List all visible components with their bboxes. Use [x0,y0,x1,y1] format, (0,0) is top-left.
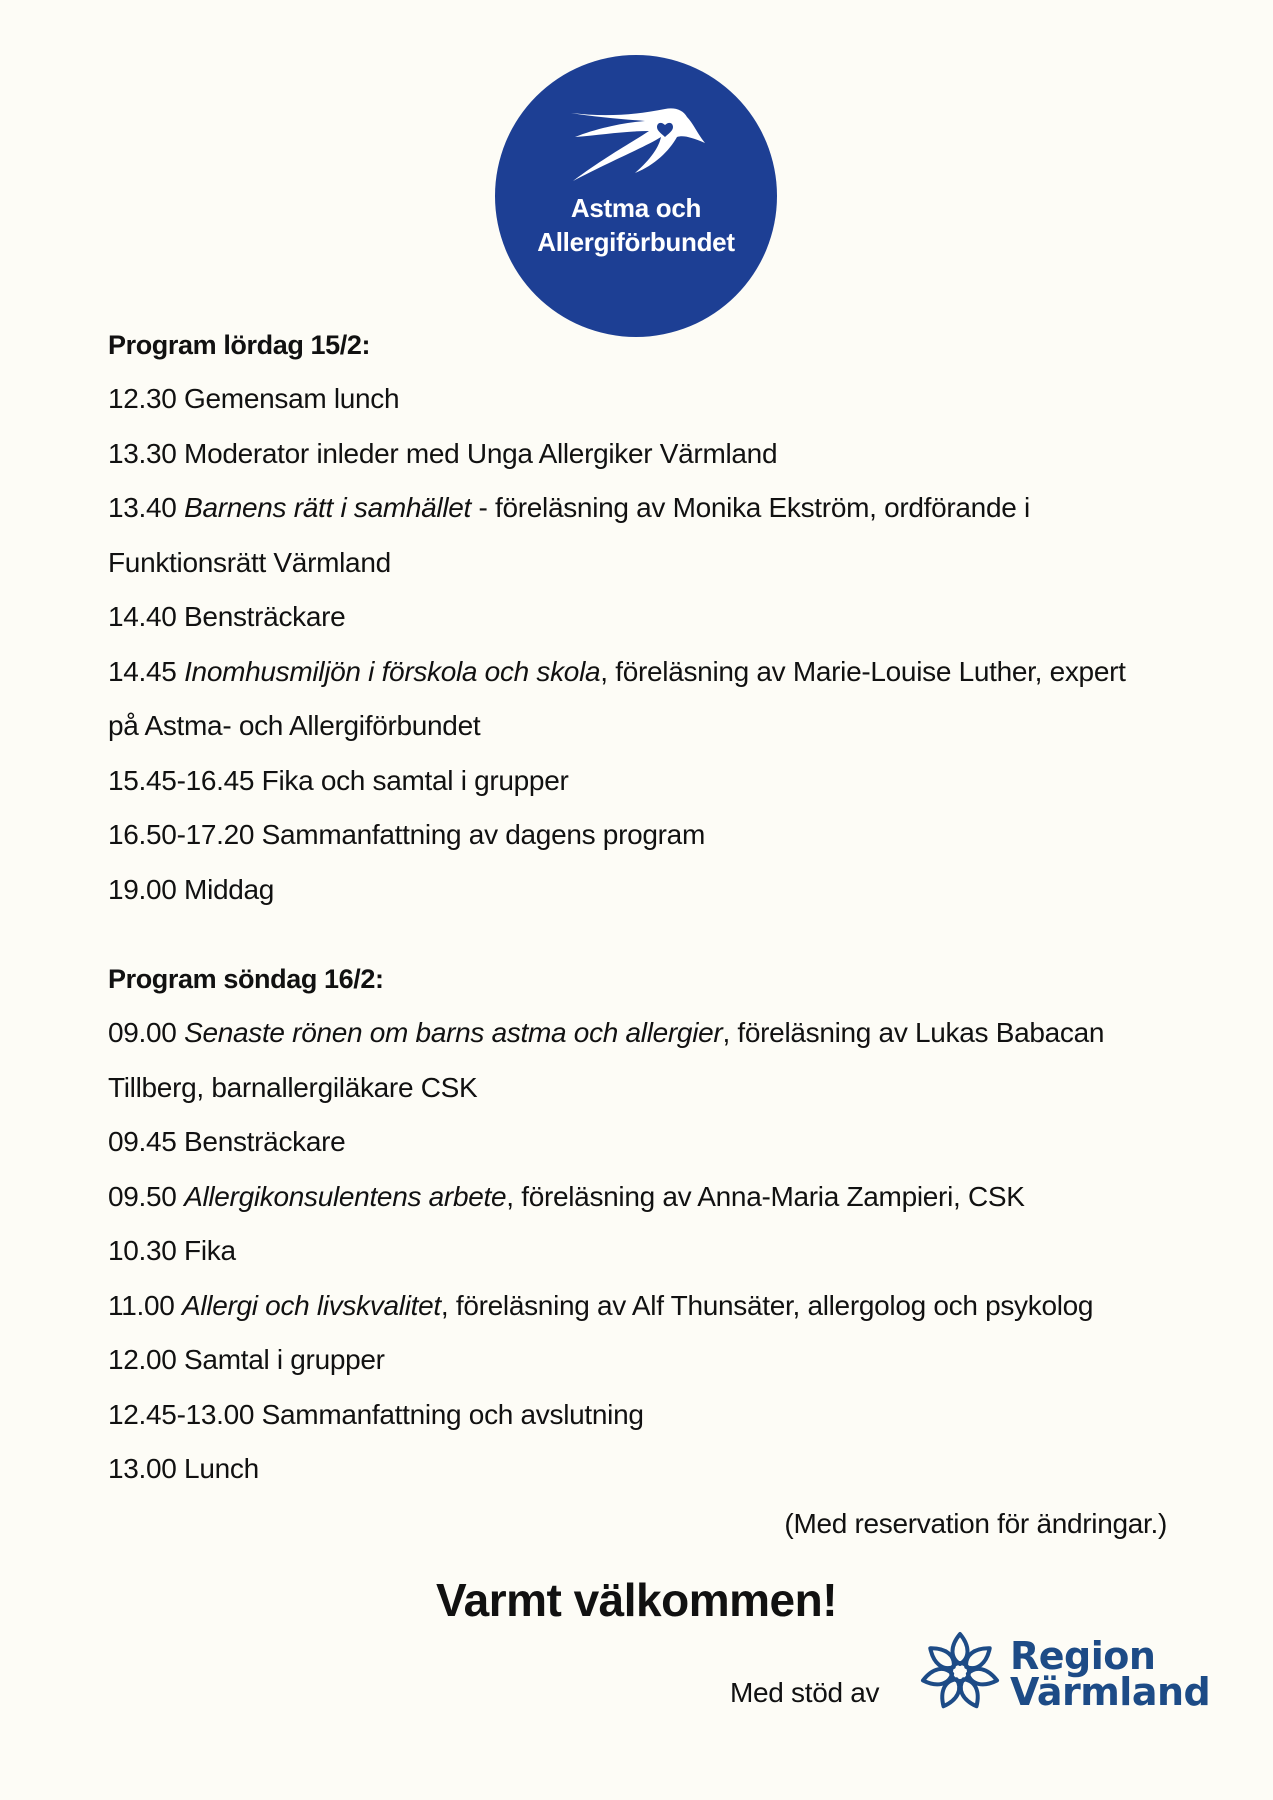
reservation-note: (Med reservation för ändringar.) [784,1508,1167,1539]
line-text: 14.40 Bensträckare [108,601,346,632]
support-label: Med stöd av [730,1677,880,1708]
program-line [108,863,1178,918]
program-line [108,1388,1178,1443]
line-text: på Astma- och Allergiförbundet [108,710,481,741]
program-line [108,536,1178,591]
lecture-title: Inomhusmiljön i förskola och skola [184,655,601,687]
line-text: Tillberg, barnallergiläkare CSK [108,1071,478,1103]
program-line [108,1061,1178,1116]
lecture-title: Allergikonsulentens arbete [184,1180,507,1212]
program-line [108,1224,1178,1279]
line-text: , föreläsning av Alf Thunsäter, allergolog och psykolog [440,1289,1094,1321]
program-line [108,372,1178,427]
logo-text-line1: Astma och [570,193,702,223]
line-text: 09.45 Bensträckare [108,1126,346,1157]
logo-text [495,191,777,259]
welcome-heading: Varmt välkommen! [435,1574,838,1626]
lecture-title: Senaste rönen om barns astma och allergier [184,1017,723,1048]
line-text: 13.40 [108,492,185,523]
line-text: 12.30 Gemensam lunch [108,383,400,414]
program-heading: Program lördag 15/2: [108,330,371,360]
program-line [108,1170,1178,1225]
program-heading: Program söndag 16/2: [108,964,384,994]
program-line [108,645,1178,700]
line-text: 15.45-16.45 Fika och samtal i grupper [108,764,569,796]
line-text: 13.30 Moderator inleder med Unga Allergiker Värmland [108,437,778,469]
region-name-line2: Värmland [1010,1670,1211,1714]
lecture-title: Allergi och livskvalitet [181,1289,441,1321]
program-line [108,1115,1178,1170]
line-text: 14.45 [108,655,185,687]
line-text: 16.50-17.20 Sammanfattning av dagens program [108,819,705,850]
line-text: 09.00 [108,1017,185,1048]
line-text: 09.50 [108,1180,185,1212]
line-text: 19.00 Middag [108,873,275,905]
star-flower-icon [918,1630,1002,1714]
line-text: 12.00 Samtal i grupper [108,1344,385,1375]
program-line [108,1279,1178,1334]
program-sunday [108,952,1178,1497]
line-text: 13.00 Lunch [108,1453,259,1484]
region-name [1010,1634,1211,1714]
lecture-title: Barnens rätt i samhället [184,492,471,523]
logo-text-line2: Allergiförbundet [537,227,735,257]
program-line [108,1333,1178,1388]
program-line [108,1006,1178,1061]
program-line [108,481,1178,536]
line-text: 12.45-13.00 Sammanfattning och avslutning [108,1398,644,1430]
program-line [108,590,1178,645]
swallow-icon [565,107,707,187]
organization-logo [495,55,777,337]
region-logo [918,1630,1211,1720]
program-saturday [108,318,1178,917]
line-text: , föreläsning av Anna-Maria Zampieri, CSK [506,1180,1025,1212]
program-line [108,427,1178,482]
region-name-line1: Region [1010,1634,1156,1678]
line-text: , föreläsning av Lukas Babacan [722,1017,1105,1048]
program-line [108,754,1178,809]
line-text: - föreläsning av Monika Ekström, ordförande i [471,492,1030,523]
program-line [108,808,1178,863]
line-text: 11.00 [108,1289,182,1321]
program-line [108,699,1178,754]
line-text: Funktionsrätt Värmland [108,546,391,578]
program-line [108,1442,1178,1497]
line-text: 10.30 Fika [108,1235,236,1266]
line-text: , föreläsning av Marie-Louise Luther, expert [600,655,1126,687]
